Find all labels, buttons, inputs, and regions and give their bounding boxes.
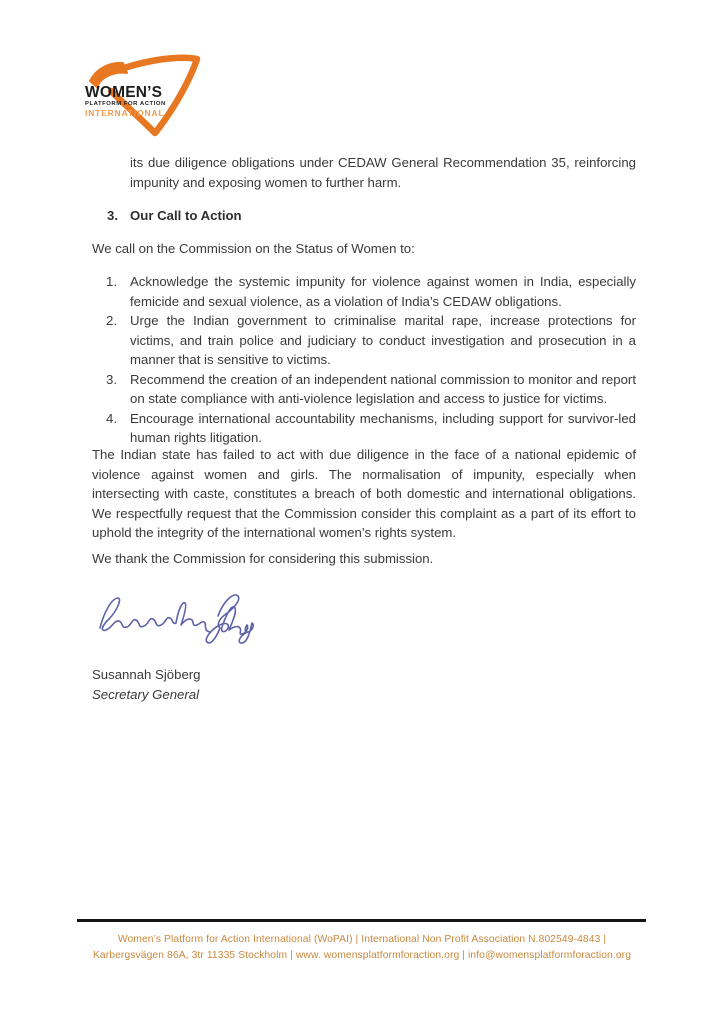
section-number: 3. <box>107 208 118 223</box>
section-title: Our Call to Action <box>130 208 242 223</box>
list-item-number: 1. <box>106 274 117 289</box>
list-item <box>92 272 636 311</box>
logo-tagline: PLATFORM FOR ACTION <box>85 100 166 107</box>
list-item-text: Encourage international accountability mechanisms, including support for survivor-led human rights litigation. <box>130 410 636 445</box>
signature-image <box>92 586 262 646</box>
wopai-logo <box>85 53 210 143</box>
section-heading <box>92 206 636 226</box>
logo-international-label: INTERNATIONAL <box>85 107 165 118</box>
list-item-number: 3. <box>106 371 117 387</box>
footer-divider <box>77 919 646 922</box>
list-item-number: 2. <box>106 313 117 328</box>
paragraph-cedaw-continuation: its due diligence obligations under CEDAW General Recommendation 35, reinforcing impunity and exposing women to further harm. <box>130 155 636 190</box>
list-item <box>92 311 636 370</box>
signatory-name: Susannah Sjöberg <box>92 667 201 682</box>
logo-wordmark: WOMEN’S <box>85 84 163 101</box>
paragraph-call-intro: We call on the Commission on the Status of Women to: <box>92 241 415 256</box>
list-item <box>92 370 636 409</box>
action-list <box>92 272 636 448</box>
list-item-number: 4. <box>106 410 117 426</box>
list-item-text: Urge the Indian government to criminalise marital rape, increase protections for victims, and train police and judiciary to conduct investigation and prosecution in a manner that is sensitive to victims. <box>130 313 636 367</box>
list-item-text: Acknowledge the systemic impunity for violence against women in India, especially femicide and sexual violence, as a violation of India’s CEDAW obligations. <box>130 274 636 309</box>
paragraph-thanks: We thank the Commission for considering this submission. <box>92 551 434 566</box>
footer-line-2: Karbergsvägen 86A, 3tr 11335 Stockholm | www. womensplatformforaction.org | info@womensplatformforaction.org <box>92 949 632 961</box>
paragraph-closing: The Indian state has failed to act with due diligence in the face of a national epidemic of violence against women and girls. The normalisation of impunity, especially when intersecting with caste, constitutes a breach of both domestic and international obligations. We respectfully request that the Commission consider this complaint as a part of its effort to uphold the integrity of the international women’s rights system. <box>92 447 636 540</box>
footer <box>0 932 724 963</box>
signatory-title: Secretary General <box>92 686 200 702</box>
list-item-text: Recommend the creation of an independent national commission to monitor and report on state compliance with anti-violence legislation and access to justice for victims. <box>130 371 636 406</box>
footer-line-1: Women’s Platform for Action International (WoPAI) | International Non Profit Association N.802549-4843 | <box>117 934 607 945</box>
list-item <box>92 409 636 448</box>
